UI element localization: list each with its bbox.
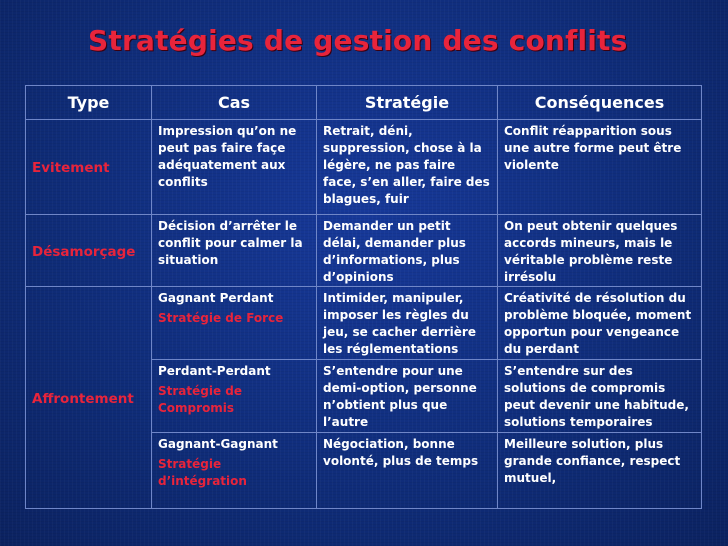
slide-title: Stratégies de gestion des conflits xyxy=(88,24,628,57)
consequences-cell: Conflit réapparition sous une autre forme peut être violente xyxy=(498,120,702,215)
cas-strategy-label: Stratégie de Force xyxy=(158,311,284,325)
consequences-cell: S’entendre sur des solutions de compromis peut devenir une habitude, solutions temporaires xyxy=(498,360,702,433)
strategie-cell: Demander un petit délai, demander plus d’informations, plus d’opinions xyxy=(317,215,498,287)
consequences-cell: On peut obtenir quelques accords mineurs, mais le véritable problème reste irrésolu xyxy=(498,215,702,287)
header-type: Type xyxy=(26,86,152,120)
cas-cell: Impression qu’on ne peut pas faire façe adéquatement aux conflits xyxy=(152,120,317,215)
header-consequences: Conséquences xyxy=(498,86,702,120)
table-row-desamorcage xyxy=(26,215,702,287)
strategie-cell: Retrait, déni, suppression, chose à la légère, ne pas faire face, s’en aller, faire des blagues, fuir xyxy=(317,120,498,215)
cas-strategy-label: Stratégie de Compromis xyxy=(158,384,243,415)
table-header-row xyxy=(26,86,702,120)
cas-label: Gagnant Perdant xyxy=(158,291,274,305)
cas-label: Gagnant-Gagnant xyxy=(158,437,278,451)
consequences-cell: Créativité de résolution du problème bloquée, moment opportun pour vengeance du perdant xyxy=(498,287,702,360)
consequences-cell: Meilleure solution, plus grande confiance, respect mutuel, xyxy=(498,433,702,509)
cas-cell xyxy=(152,433,317,509)
strategie-cell: S’entendre pour une demi-option, personne n’obtient plus que l’autre xyxy=(317,360,498,433)
conflict-strategies-table xyxy=(25,85,702,509)
header-strategie: Stratégie xyxy=(317,86,498,120)
table-row-evitement xyxy=(26,120,702,215)
table-row-affrontement-1 xyxy=(26,287,702,360)
cas-cell xyxy=(152,287,317,360)
cas-cell xyxy=(152,360,317,433)
cas-label: Perdant-Perdant xyxy=(158,364,271,378)
type-cell: Désamorçage xyxy=(26,215,152,287)
cas-strategy-label: Stratégie d’intégration xyxy=(158,457,247,488)
type-cell: Affrontement xyxy=(26,287,152,509)
strategie-cell: Négociation, bonne volonté, plus de temps xyxy=(317,433,498,509)
type-cell: Evitement xyxy=(26,120,152,215)
header-cas: Cas xyxy=(152,86,317,120)
strategie-cell: Intimider, manipuler, imposer les règles du jeu, se cacher derrière les réglementations xyxy=(317,287,498,360)
cas-cell: Décision d’arrêter le conflit pour calmer la situation xyxy=(152,215,317,287)
